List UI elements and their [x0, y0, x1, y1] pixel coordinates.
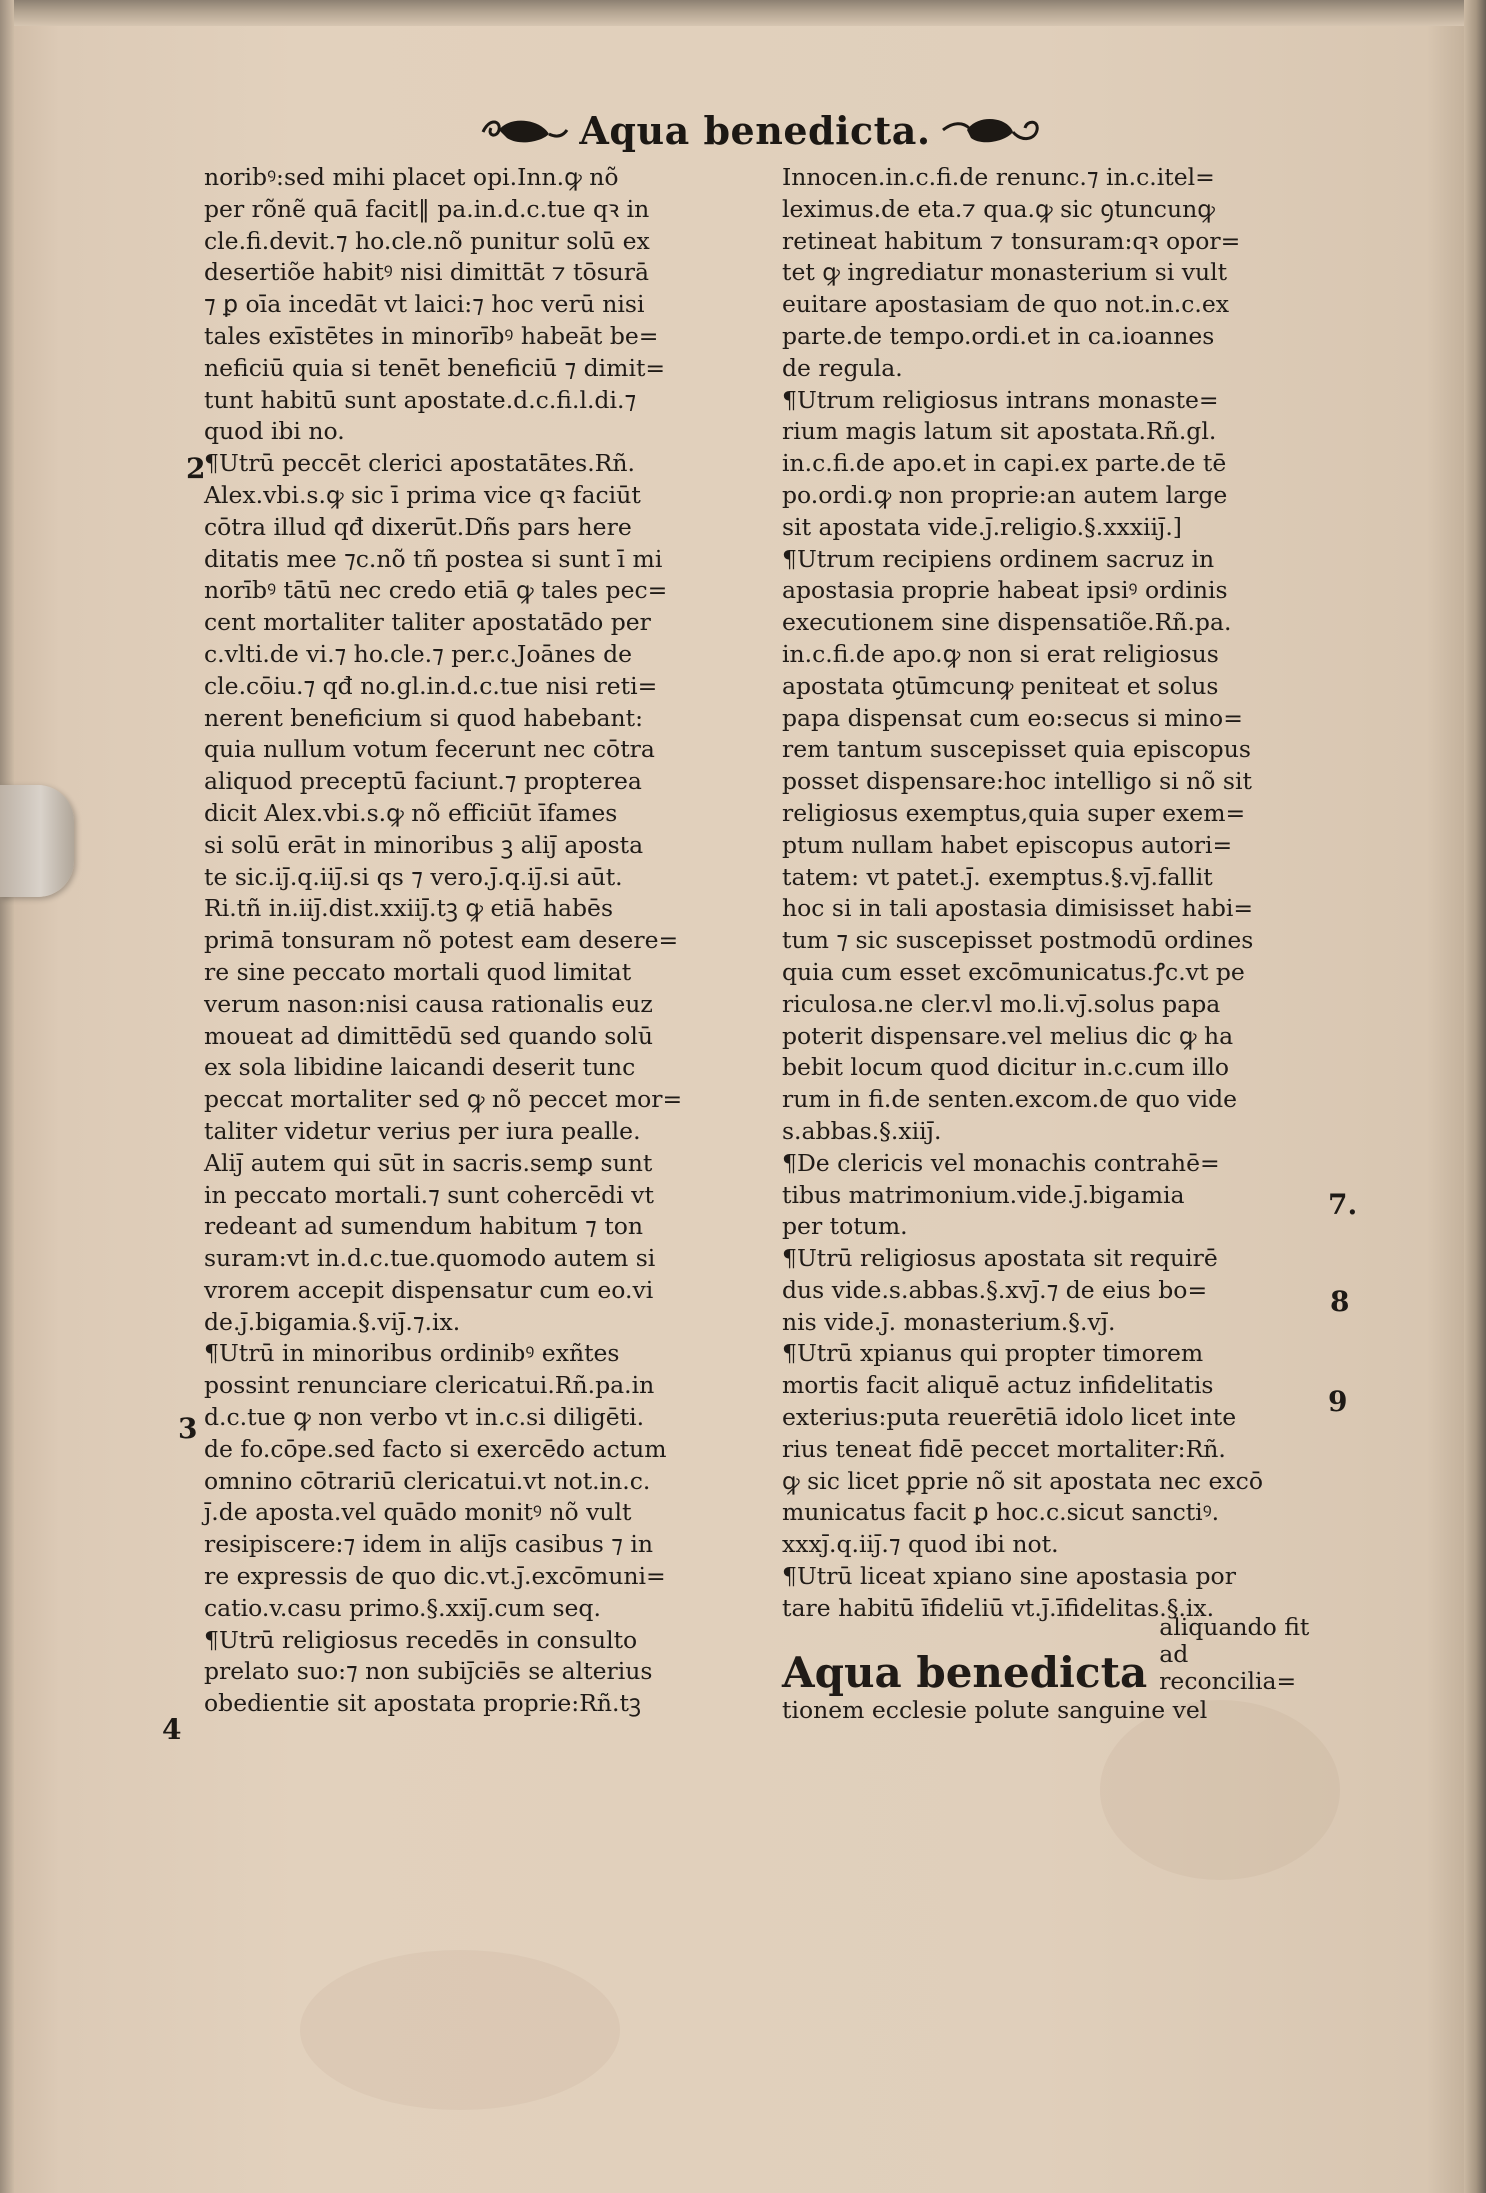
text-line: hoc si in tali apostasia dimisisset habi=: [782, 894, 1254, 923]
text-line: s.abbas.§.xiiȷ̄.: [782, 1116, 942, 1145]
text-line: tare habitū īfideliū vt.ȷ̄.īfidelitas.§.ix.: [782, 1593, 1215, 1622]
text-line: tibus matrimonium.vide.ȷ̄.bigamia: [782, 1180, 1185, 1209]
text-line: ptum nullam habet episcopus autori=: [782, 830, 1233, 859]
text-line: peccat mortaliter sed ꝙ nõ peccet mor=: [204, 1085, 683, 1114]
text-line: Aliȷ̄ autem qui sūt in sacris.semꝑ sunt: [204, 1148, 653, 1177]
text-line: Alex.vbi.s.ꝙ sic ī prima vice qꝛ faciūt: [204, 480, 641, 509]
text-line: de.ȷ̄.bigamia.§.viȷ̄.⁊.ix.: [204, 1307, 461, 1336]
page-top-edge: [0, 0, 1486, 26]
text-line: tum ⁊ sic suscepisset postmodū ordines: [782, 926, 1254, 955]
page-fore-edge: [1464, 0, 1486, 2193]
text-line: tionem ecclesie polute sanguine vel: [782, 1695, 1208, 1724]
text-line: prelato suo:⁊ non subiȷ̄ciēs se alterius: [204, 1657, 653, 1686]
text-line: ⁊ ꝑ oīa incedāt vt laici:⁊ hoc verū nisi: [204, 290, 645, 319]
aqua-benedicta-entry: [782, 1612, 1332, 1697]
text-line: ¶Utrū religiosus apostata sit requirē: [782, 1244, 1218, 1273]
text-line: resipiscere:⁊ idem in aliȷ̄s casibus ⁊ in: [204, 1530, 654, 1559]
text-line: sit apostata vide.ȷ̄.religio.§.xxxiiȷ̄.]: [782, 512, 1182, 541]
text-line: ad reconcilia=: [1159, 1639, 1297, 1695]
text-line: ex sola libidine laicandi deserit tunc: [204, 1053, 636, 1082]
text-line: verum nason:nisi causa rationalis euz: [204, 989, 653, 1018]
text-line: riculosa.ne cler.vl mo.li.vȷ̄.solus papa: [782, 989, 1221, 1018]
text-line: tunt habitū sunt apostate.d.c.fi.l.di.⁊: [204, 385, 637, 414]
text-line: tatem: vt patet.ȷ̄. exemptus.§.vȷ̄.fallit: [782, 862, 1213, 891]
text-line: bebit locum quod dicitur in.c.cum illo: [782, 1053, 1229, 1082]
text-line: Ri.tñ in.iiȷ̄.dist.xxiiȷ̄.tꝫ ꝙ etiā habēs: [204, 894, 614, 923]
header-title: Aqua benedicta.: [579, 107, 931, 153]
margin-number: 7.: [1328, 1188, 1358, 1221]
text-line: neficiū quia si tenēt beneficiū ⁊ dimit=: [204, 353, 666, 382]
text-line: cle.fi.devit.⁊ ho.cle.nõ punitur solū ex: [204, 226, 650, 255]
margin-number: 4: [162, 1713, 182, 1746]
text-line: ¶Utrum religiosus intrans monaste=: [782, 385, 1219, 414]
text-line: de regula.: [782, 353, 903, 382]
entry-heading: Aqua benedicta: [782, 1647, 1148, 1697]
text-line: rium magis latum sit apostata.Rñ.gl.: [782, 417, 1217, 446]
text-line: executionem sine dispensatiõe.Rñ.pa.: [782, 608, 1232, 637]
text-line: possint renunciare clericatui.Rñ.pa.in: [204, 1371, 655, 1400]
text-line: ȷ̄.de aposta.vel quādo monitꝰ nõ vult: [204, 1498, 632, 1527]
text-line: posset dispensare:hoc intelligo si nõ sit: [782, 767, 1252, 796]
text-line: tales exīstētes in minorībꝰ habeāt be=: [204, 321, 659, 350]
text-line: ¶Utrū liceat xpiano sine apostasia por: [782, 1562, 1236, 1591]
text-line: c.vlti.de vi.⁊ ho.cle.⁊ per.c.Joānes de: [204, 639, 633, 668]
text-line: xxxȷ̄.q.iiȷ̄.⁊ quod ibi not.: [782, 1530, 1059, 1559]
text-line: ¶Utrū xpianus qui propter timorem: [782, 1339, 1204, 1368]
text-line: euitare apostasiam de quo not.in.c.ex: [782, 290, 1230, 319]
text-line: primā tonsuram nõ potest eam desere=: [204, 926, 679, 955]
text-line: municatus facit ꝑ hoc.c.sicut sanctiꝰ.: [782, 1498, 1220, 1527]
margin-number: 2: [186, 452, 206, 485]
text-line: apostasia proprie habeat ipsiꝰ ordinis: [782, 576, 1228, 605]
margin-number: 9: [1328, 1385, 1348, 1418]
page-clip: [0, 785, 74, 897]
entry-side-text: [1159, 1614, 1332, 1695]
text-line: omnino cōtrariū clericatui.vt not.in.c.: [204, 1466, 651, 1495]
text-line: ꝙ sic licet ꝑprie nõ sit apostata nec excō: [782, 1466, 1263, 1495]
text-line: per rõnẽ quā facit‖ pa.in.d.c.tue qꝛ in: [204, 194, 650, 223]
text-line: aliquod preceptū faciunt.⁊ propterea: [204, 767, 642, 796]
paper-stain: [1100, 1700, 1340, 1880]
text-line: in peccato mortali.⁊ sunt cohercēdi vt: [204, 1180, 654, 1209]
text-line: taliter videtur verius per iura pealle.: [204, 1116, 641, 1145]
text-line: ¶Utrū in minoribus ordinibꝰ exñtes: [204, 1339, 620, 1368]
page-gutter: [0, 0, 14, 2193]
text-line: Innocen.in.c.fi.de renunc.⁊ in.c.itel=: [782, 163, 1215, 191]
text-line: re expressis de quo dic.vt.ȷ̄.excōmuni=: [204, 1562, 666, 1591]
text-line: apostata ꝯtūmcunꝙ peniteat et solus: [782, 671, 1219, 700]
margin-number: 8: [1330, 1285, 1350, 1318]
text-line: mortis facit aliquē actuz infidelitatis: [782, 1371, 1214, 1400]
text-line: si solū erāt in minoribus ꝫ aliȷ̄ aposta: [204, 830, 644, 859]
right-column: [782, 162, 1332, 1726]
text-line: nis vide.ȷ̄. monasterium.§.vȷ̄.: [782, 1307, 1116, 1336]
text-line: obedientie sit apostata proprie:Rñ.tꝫ: [204, 1689, 641, 1718]
text-line: redeant ad sumendum habitum ⁊ ton: [204, 1212, 644, 1241]
text-line: rem tantum suscepisset quia episcopus: [782, 735, 1251, 764]
text-line: catio.v.casu primo.§.xxiȷ̄.cum seq.: [204, 1593, 601, 1622]
text-line: desertiõe habitꝰ nisi dimittāt ⁊ tōsurā: [204, 258, 650, 287]
left-fleuron-icon: [479, 108, 569, 152]
text-line: rius teneat fidē peccet mortaliter:Rñ.: [782, 1434, 1226, 1463]
text-line: re sine peccato mortali quod limitat: [204, 957, 632, 986]
text-line: ditatis mee ⁊c.nõ tñ postea si sunt ī mi: [204, 544, 663, 573]
right-fleuron-icon: [941, 108, 1041, 152]
text-line: po.ordi.ꝙ non proprie:an autem large: [782, 480, 1228, 509]
text-line: per totum.: [782, 1212, 908, 1241]
text-line: cōtra illud qđ dixerūt.Dñs pars here: [204, 512, 632, 541]
paper-stain: [300, 1950, 620, 2110]
text-line: te sic.iȷ̄.q.iiȷ̄.si qs ⁊ vero.ȷ̄.q.iȷ̄.si aūt.: [204, 862, 623, 891]
text-line: de fo.cōpe.sed facto si exercēdo actum: [204, 1434, 667, 1463]
text-line: quod ibi no.: [204, 417, 345, 446]
text-line: rum in fi.de senten.excom.de quo vide: [782, 1085, 1238, 1114]
text-line: cle.cōiu.⁊ qđ no.gl.in.d.c.tue nisi reti=: [204, 671, 658, 700]
text-line: quia nullum votum fecerunt nec cōtra: [204, 735, 655, 764]
text-line: parte.de tempo.ordi.et in ca.ioannes: [782, 321, 1215, 350]
text-line: d.c.tue ꝙ non verbo vt in.c.si diligēti.: [204, 1403, 645, 1432]
text-line: papa dispensat cum eo:secus si mino=: [782, 703, 1243, 732]
text-line: poterit dispensare.vel melius dic ꝙ ha: [782, 1021, 1234, 1050]
margin-number: 3: [178, 1412, 198, 1445]
text-line: dicit Alex.vbi.s.ꝙ nõ efficiūt īfames: [204, 798, 618, 827]
text-line: cent mortaliter taliter apostatādo per: [204, 608, 651, 637]
text-line: leximus.de eta.⁊ qua.ꝙ sic ꝯtuncunꝙ: [782, 194, 1215, 223]
text-line: tet ꝙ ingrediatur monasterium si vult: [782, 258, 1228, 287]
text-line: noribꝰ:sed mihi placet opi.Inn.ꝙ nõ: [204, 163, 619, 191]
text-line: ¶Utrū religiosus recedēs in consulto: [204, 1625, 638, 1654]
left-column: [204, 162, 764, 1720]
running-header: [460, 100, 1060, 160]
text-line: ¶De clericis vel monachis contrahē=: [782, 1148, 1220, 1177]
text-line: moueat ad dimittēdū sed quando solū: [204, 1021, 654, 1050]
text-line: ¶Utrum recipiens ordinem sacruz in: [782, 544, 1215, 573]
text-line: norībꝰ tātū nec credo etiā ꝙ tales pec=: [204, 576, 668, 605]
text-line: religiosus exemptus,quia super exem=: [782, 798, 1246, 827]
text-line: in.c.fi.de apo.ꝙ non si erat religiosus: [782, 639, 1219, 668]
text-line: retineat habitum ⁊ tonsuram:qꝛ opor=: [782, 226, 1241, 255]
text-line: in.c.fi.de apo.et in capi.ex parte.de tē: [782, 449, 1227, 478]
text-line: vrorem accepit dispensatur cum eo.vi: [204, 1275, 654, 1304]
text-line: ¶Utrū peccēt clerici apostatātes.Rñ.: [204, 449, 635, 478]
text-line: dus vide.s.abbas.§.xvȷ̄.⁊ de eius bo=: [782, 1275, 1208, 1304]
text-line: exterius:puta reuerētiā idolo licet inte: [782, 1403, 1237, 1432]
text-line: aliquando fit: [1159, 1612, 1310, 1641]
text-line: nerent beneficium si quod habebant:: [204, 703, 643, 732]
text-line: suram:vt in.d.c.tue.quomodo autem si: [204, 1244, 656, 1273]
text-line: quia cum esset excōmunicatus.ꝭc.vt pe: [782, 957, 1245, 986]
